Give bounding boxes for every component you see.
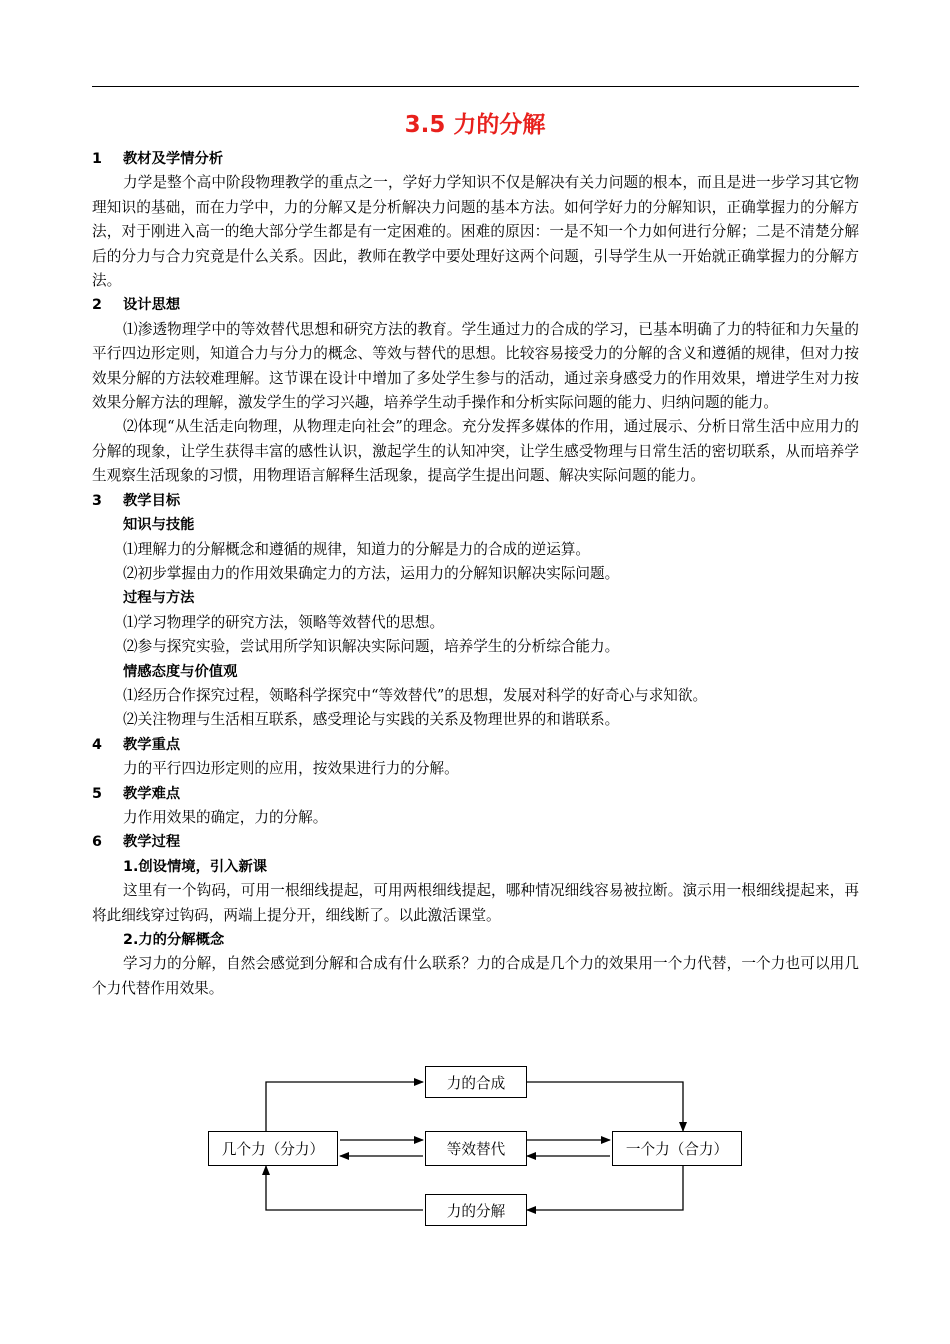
step-2-heading: 2.力的分解概念 xyxy=(123,932,225,948)
box-component-forces: 几个力（分力） xyxy=(208,1131,338,1166)
goal-item: ⑵关注物理与生活相互联系，感受理论与实践的关系及物理世界的和谐联系。 xyxy=(123,711,620,729)
section-1-paragraph: 力学是整个高中阶段物理教学的重点之一，学好力学知识不仅是解决有关力问题的根本，而且是进一步学习其它物理知识的基础，而在力学中，力的分解又是分析解决力问题的基本方法。如何学好力的分解知识，正确掌握力的分解方法，对于刚进入高一的绝大部分学生都是有一定困难的。困难的原因：一是不知一个力如何进行分解；二是不清楚分解后的分力与合力究竟是什么关系。因此，教师在教学中要处理好这两个问题，引导学生从一开始就正确掌握力的分解方法。 xyxy=(92,174,859,290)
step-1-text: 这里有一个钩码，可用一根细线提起，可用两根细线提起，哪种情况细线容易被拉断。演示用一根细线提起来，再将此细线穿过钩码，两端上提分开，细线断了。以此激活课堂。 xyxy=(92,882,859,924)
arrow-to-composition xyxy=(266,1082,423,1131)
section-heading-4: 4 教学重点 xyxy=(92,736,181,753)
box-composition: 力的合成 xyxy=(425,1066,527,1098)
step-1-heading: 1.创设情境，引入新课 xyxy=(123,858,268,875)
box-equivalent-substitution: 等效替代 xyxy=(425,1131,527,1166)
box-resultant-force: 一个力（合力） xyxy=(612,1131,742,1166)
section-heading-1: 1 教材及学情分析 xyxy=(92,151,224,167)
goal-item: ⑵参与探究实验，尝试用所学知识解决实际问题，培养学生的分析综合能力。 xyxy=(123,638,620,656)
section-2-paragraph-1: ⑴渗透物理学中的等效替代思想和研究方法的教育。学生通过力的合成的学习，已基本明确了力的特征和力矢量的平行四边形定则，知道合力与分力的概念、等效与替代的思想。比较容易接受力的分解的含义和遵循的规律，但对力按效果分解的方法较难理解。这节课在设计中增加了多处学生参与的活动，通过亲身感受力的作用效果，增进学生对力按效果分解方法的理解，激发学生的学习兴趣，培养学生动手操作和分析实际问题的能力、归纳问题的能力。 xyxy=(92,320,859,412)
box-decomposition: 力的分解 xyxy=(425,1194,527,1226)
header-rule xyxy=(92,86,859,87)
goal-item: ⑵初步掌握由力的作用效果确定力的方法，运用力的分解知识解决实际问题。 xyxy=(123,564,620,582)
arrow-decomposition-to-components xyxy=(266,1166,423,1210)
step-2-text: 学习力的分解，自然会感觉到分解和合成有什么联系？力的合成是几个力的效果用一个力代替，一个力也可以用几个力代替作用效果。 xyxy=(92,955,859,997)
section-5-text: 力作用效果的确定，力的分解。 xyxy=(123,808,328,826)
force-decomposition-diagram xyxy=(0,1060,950,1240)
subheading-process: 过程与方法 xyxy=(123,590,195,607)
goal-item: ⑴学习物理学的研究方法，领略等效替代的思想。 xyxy=(123,613,445,631)
section-heading-3: 3 教学目标 xyxy=(92,492,181,509)
section-heading-5: 5 教学难点 xyxy=(92,785,181,802)
subheading-knowledge: 知识与技能 xyxy=(123,517,195,534)
document-body xyxy=(92,147,859,1001)
subheading-attitude: 情感态度与价值观 xyxy=(123,663,238,680)
page-title: 3.5 力的分解 xyxy=(404,112,546,138)
section-4-text: 力的平行四边形定则的应用，按效果进行力的分解。 xyxy=(123,760,459,778)
goal-item: ⑴经历合作探究过程，领略科学探究中“等效替代”的思想，发展对科学的好奇心与求知欲。 xyxy=(123,686,708,704)
goal-item: ⑴理解力的分解概念和遵循的规律，知道力的分解是力的合成的逆运算。 xyxy=(123,540,591,558)
section-2-paragraph-2: ⑵体现“从生活走向物理，从物理走向社会”的理念。充分发挥多媒体的作用，通过展示、分析日常生活中应用力的分解的现象，让学生获得丰富的感性认识，激起学生的认知冲突，让学生感受物理与日常生活的密切联系，从而培养学生观察生活现象的习惯，用物理语言解释生活现象，提高学生提出问题、解决实际问题的能力。 xyxy=(92,418,859,485)
section-heading-6: 6 教学过程 xyxy=(92,834,181,851)
section-heading-2: 2 设计思想 xyxy=(92,297,181,314)
arrow-composition-to-resultant xyxy=(527,1082,683,1131)
arrow-to-decomposition xyxy=(527,1166,683,1210)
